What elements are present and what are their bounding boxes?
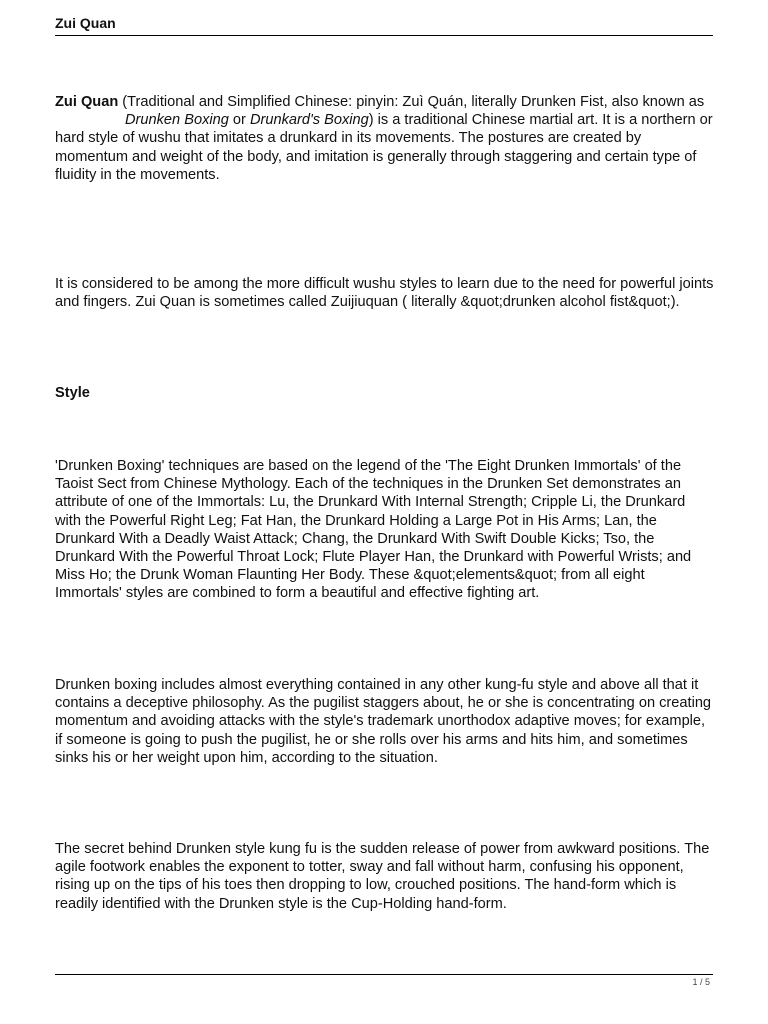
difficulty-text: It is considered to be among the more difficult wushu styles to learn due to the need for powerful joints and fingers. Zui Quan is sometimes called Zuijiuquan ( literally &quot;drunken alcohol fist&quot;). (55, 276, 714, 311)
intro-alt-name-2: Drunkard's Boxing (249, 112, 369, 129)
philosophy-text: Drunken boxing includes almost everything contained in any other kung-fu style and above all that it contains a deceptive philosophy. As the pugilist staggers about, he or she is concentrating on creating momentum and avoiding attacks with the style's trademark unorthodox adaptive moves; for example, if someone is going to push the pugilist, he or she rolls over his arms and hits him, and sometimes sinks his or her weight upon him, according to the situation. (55, 677, 712, 766)
page-number: 1 / 5 (692, 977, 710, 987)
difficulty-paragraph (55, 275, 715, 311)
immortals-text: 'Drunken Boxing' techniques are based on the legend of the 'The Eight Drunken Immortals' of the Taoist Sect from Chinese Mythology. Each of the techniques in the Drunken Set demonstrates an attribute of one of the Immortals: Lu, the Drunkard With Internal Strength; Cripple Li, the Drunkard with the Powerful Right Leg; Fat Han, the Drunkard Holding a Large Pot in His Arms; Lan, the Drunkard With a Deadly Waist Attack; Chang, the Drunkard With Swift Double Kicks; Tso, the Drunkard With the Powerful Throat Lock; Flute Player Han, the Drunkard with Powerful Wrists; and Miss Ho; the Drunk Woman Flaunting Her Body. These &quot;elements&quot; from all eight Immortals' styles are combined to form a beautiful and effective fighting art. (55, 458, 692, 602)
intro-text-part-3: ) is a traditional Chinese martial art. It is a northern or hard style of wushu that imitates a drunkard in its movements. The postures are created by momentum and weight of the body, and imitation is generally through staggering and certain type of fluidity in the movements. (55, 112, 713, 183)
intro-paragraph (55, 93, 715, 184)
secret-text: The secret behind Drunken style kung fu is the sudden release of power from awkward positions. The agile footwork enables the exponent to totter, sway and fall without harm, confusing his opponent, rising up on the tips of his toes then dropping to low, crouched positions. The hand-form which is readily identified with the Drunken style is the Cup-Holding hand-form. (55, 841, 710, 912)
intro-term: Zui Quan (55, 94, 119, 110)
intro-text-part-2: or (228, 112, 250, 129)
document-header-title: Zui Quan (55, 15, 116, 31)
intro-text-part-1: (Traditional and Simplified Chinese: pinyin: Zuì Quán, literally Drunken Fist, also known as (118, 94, 705, 110)
footer-divider (55, 974, 713, 975)
section-heading-style: Style (55, 385, 90, 401)
philosophy-paragraph (55, 676, 715, 767)
intro-alt-name-1: Drunken Boxing (125, 112, 229, 129)
header-divider (55, 35, 713, 36)
immortals-paragraph (55, 457, 715, 603)
secret-paragraph (55, 840, 715, 913)
